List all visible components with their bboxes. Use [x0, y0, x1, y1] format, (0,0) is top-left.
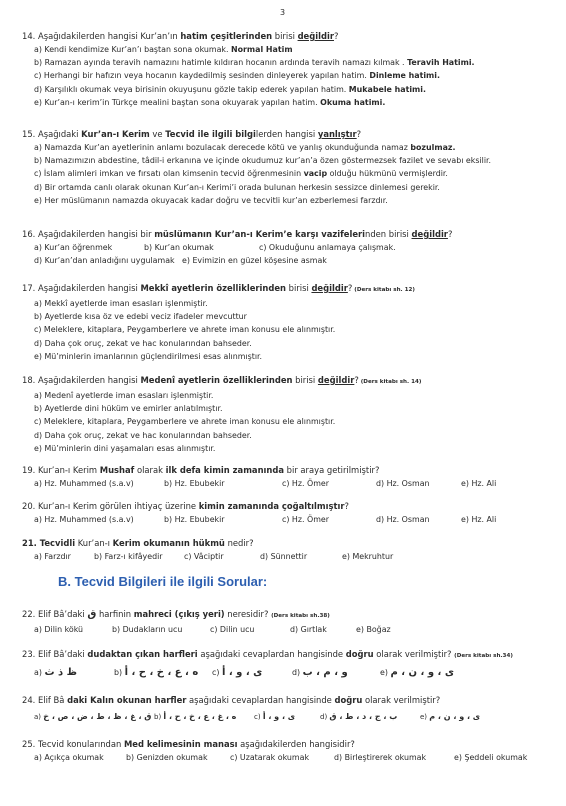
question-stem: 20. Kur’an-ı Kerim görülen ihtiyaç üzerine kimin zamanında çoğaltılmıştır? [22, 501, 349, 511]
option-d: d) ب ، ج ، د ، ط ، ق [320, 712, 398, 721]
option-e: e) Hz. Ali [461, 515, 497, 524]
option-e: e) Mü’minlerin imanlarının güçlendirilmesi esas alınmıştır. [34, 351, 263, 361]
option-d: d) Birleştirerek okumak [334, 753, 427, 762]
option-c: c) Vâciptir [184, 552, 224, 561]
option-e: e) ى ، و ، ن ، م [380, 667, 454, 678]
question-24 [22, 694, 550, 727]
option-b: b) Hz. Ebubekir [164, 515, 225, 524]
question-stem: 15. Aşağıdaki Kur’an-ı Kerim ve Tecvid ile ilgili bilgilerden hangisi yanlıştır? [22, 129, 362, 139]
option-c: c) İslam alimleri imkan ve fırsatı olan kimsenin tecvid öğrenmesinin vacip olduğu hükmünü vermişlerdir. [34, 169, 448, 179]
option-b: b) Farz-ı kifâyedir [94, 552, 163, 561]
option-d: d) Daha çok oruç, zekat ve hac konularından bahseder. [34, 338, 252, 348]
question-14 [22, 30, 550, 109]
option-d: d) Kur’an’dan anladığını uygulamak [34, 256, 175, 265]
option-a: a) Medenî ayetlerde iman esasları işlenmiştir. [34, 391, 214, 400]
option-d: d) Sünnettir [260, 552, 308, 561]
options-row [22, 477, 550, 490]
option-e: e) Evimizin en güzel köşesine asmak [182, 256, 327, 265]
option-d: d) و ، م ، ب [292, 667, 348, 678]
option-b: b) Ayetlerde dini hüküm ve emirler anlatılmıştır. [34, 404, 223, 414]
question-stem: 24. Elif Bâ daki Kalın okunan harfler aşağıdaki cevaplardan hangisinde doğru olarak verilmiştir? [22, 695, 441, 705]
question-21 [22, 537, 550, 563]
option-c: c) ى ، و ، أ [212, 667, 263, 678]
option-a: a) Açıkça okumak [34, 753, 104, 762]
question-16 [22, 228, 550, 267]
options-row [22, 751, 550, 764]
option-e: e) Her müslümanın namazda okuyacak kadar doğru ve tecvitli kur’an ezberlemesi farzdır. [34, 195, 388, 205]
option-d: d) Bir ortamda canlı olarak okunan Kur’an-ı Kerimi’i orada bulunan herkesin sessizce dinlemesi gerekir. [34, 182, 440, 192]
option-a: a) ق ، غ ، ظ ، ط ، ض ، ص ، خ [34, 712, 152, 721]
page-number: 3 [280, 8, 286, 17]
option-c: c) Hz. Ömer [282, 479, 330, 488]
option-c: c) Hz. Ömer [282, 515, 330, 524]
option-c: c) Meleklere, kitaplara, Peygamberlere ve ahrete iman konusu ele alınmıştır. [34, 417, 336, 427]
question-stem: 19. Kur’an-ı Kerim Mushaf olarak ilk defa kimin zamanında bir araya getirilmiştir? [22, 465, 380, 475]
question-15 [22, 128, 550, 207]
question-19 [22, 464, 550, 490]
option-c: c) Dilin ucu [210, 625, 255, 634]
option-b: b) Dudakların ucu [112, 625, 183, 634]
option-b: b) Genizden okumak [126, 753, 208, 762]
option-e: e) ى ، و ، ن ، م [420, 712, 481, 721]
option-c: c) Uzatarak okumak [230, 753, 310, 762]
option-a: a) Hz. Muhammed (s.a.v) [34, 515, 134, 524]
question-stem: 23. Elif Bâ’daki dudaktan çıkan harfleri aşağıdaki cevaplardan hangisinde doğru olarak verilmiştir? (Ders kitabı sh.34) [22, 649, 513, 659]
option-a: a) Kendi kendimize Kur’an’ı baştan sona okumak. Normal Hatim [34, 45, 293, 54]
option-d: d) Hz. Osman [376, 515, 430, 524]
question-25 [22, 738, 550, 764]
question-22 [22, 608, 550, 636]
options-row-2 [22, 254, 550, 267]
question-stem: 16. Aşağıdakilerden hangisi bir müslümanın Kur’an-ı Kerim’e karşı vazifelerinden birisi değildir? [22, 229, 453, 239]
option-c: c) ى ، و ، أ [254, 712, 296, 721]
option-e: e) Kur’an-ı kerim’in Türkçe mealini baştan sona okuyarak yapılan hatim. Okuma hatimi. [34, 97, 386, 107]
option-a: a) Hz. Muhammed (s.a.v) [34, 479, 134, 488]
option-b: b) ه ، ع ، خ ، ح ، أ [114, 667, 199, 678]
question-18 [22, 374, 550, 455]
option-b: b) ه ، غ ، ع ، خ ، ح ، أ [154, 712, 237, 721]
option-e: e) Hz. Ali [461, 479, 497, 488]
options-row [22, 513, 550, 526]
section-title: B. Tecvid Bilgileri ile ilgili Sorular: [58, 574, 268, 589]
option-a: a) Farzdır [34, 552, 71, 561]
question-stem: 18. Aşağıdakilerden hangisi Medenî ayetlerin özelliklerinden birisi değildir? (Ders kitabı sh. 14) [22, 375, 422, 385]
question-stem: 14. Aşağıdakilerden hangisi Kur’an’ın hatim çeşitlerinden birisi değildir? [22, 31, 339, 41]
options-row [22, 623, 550, 636]
option-e: e) Mekruhtur [342, 552, 394, 561]
option-a: a) ظ ذ ث [34, 667, 77, 678]
question-23 [22, 648, 550, 683]
option-d: d) Karşılıklı okumak veya birisinin okuyuşunu gözle takip ederek yapılan hatim. Mukabele hatimi. [34, 84, 426, 94]
option-d: d) Gırtlak [290, 625, 327, 634]
option-a: a) Kur’an öğrenmek [34, 243, 113, 252]
option-c: c) Herhangi bir hafızın veya hocanın kaydedilmiş sesinden dinleyerek yapılan hatim. Dinleme hatimi. [34, 71, 440, 81]
options-row [22, 550, 550, 563]
option-c: c) Meleklere, kitaplara, Peygamberlere ve ahrete iman konusu ele alınmıştır. [34, 325, 336, 335]
option-e: e) Boğaz [356, 625, 391, 634]
arabic-letter: ق [87, 609, 97, 620]
option-d: d) Daha çok oruç, zekat ve hac konularından bahseder. [34, 430, 252, 440]
option-b: b) Namazımızın abdestine, tâdil-i erkanına ve içinde okudumuz kur’an’a özen göstermezsek fazilet ve sevabı eksilir. [34, 156, 492, 166]
question-stem: 17. Aşağıdakilerden hangisi Mekkî ayetlerin özelliklerinden birisi değildir? (Ders kitabı sh. 12) [22, 283, 415, 293]
question-stem: 25. Tecvid konularından Med kelimesinin manası aşağıdakilerden hangisidir? [22, 739, 355, 749]
option-b: b) Kur’an okumak [144, 243, 214, 252]
question-17 [22, 282, 550, 363]
question-stem: 21. Tecvidli Kur’an-ı Kerim okumanın hükmü nedir? [22, 538, 254, 548]
option-e: e) Mü’minlerin dini yaşamaları esas alınmıştır. [34, 443, 216, 453]
option-b: b) Ayetlerde kısa öz ve edebi veciz ifadeler mevcuttur [34, 312, 247, 322]
option-a: a) Namazda Kur’an ayetlerinin anlamı bozulacak derecede kötü ve yanlış okunduğunda namaz bozulmaz. [34, 143, 456, 152]
option-d: d) Hz. Osman [376, 479, 430, 488]
question-20 [22, 500, 550, 526]
options-row [22, 663, 550, 683]
question-stem: 22. Elif Bâ’daki ق harfinin mahreci (çıkış yeri) neresidir? (Ders kitabı sh.38) [22, 609, 330, 620]
option-a: a) Dilin kökü [34, 625, 84, 634]
option-c: c) Okuduğunu anlamaya çalışmak. [259, 243, 396, 252]
option-b: b) Ramazan ayında teravih namazını hatimle kıldıran hocanın ardında teravih namazı kılmak . Teravih Hatimi. [34, 58, 475, 68]
option-e: e) Şeddeli okumak [454, 753, 528, 762]
option-a: a) Mekkî ayetlerde iman esasları işlenmiştir. [34, 299, 208, 308]
options-row [22, 707, 550, 727]
option-b: b) Hz. Ebubekir [164, 479, 225, 488]
options-row-1 [22, 241, 550, 254]
